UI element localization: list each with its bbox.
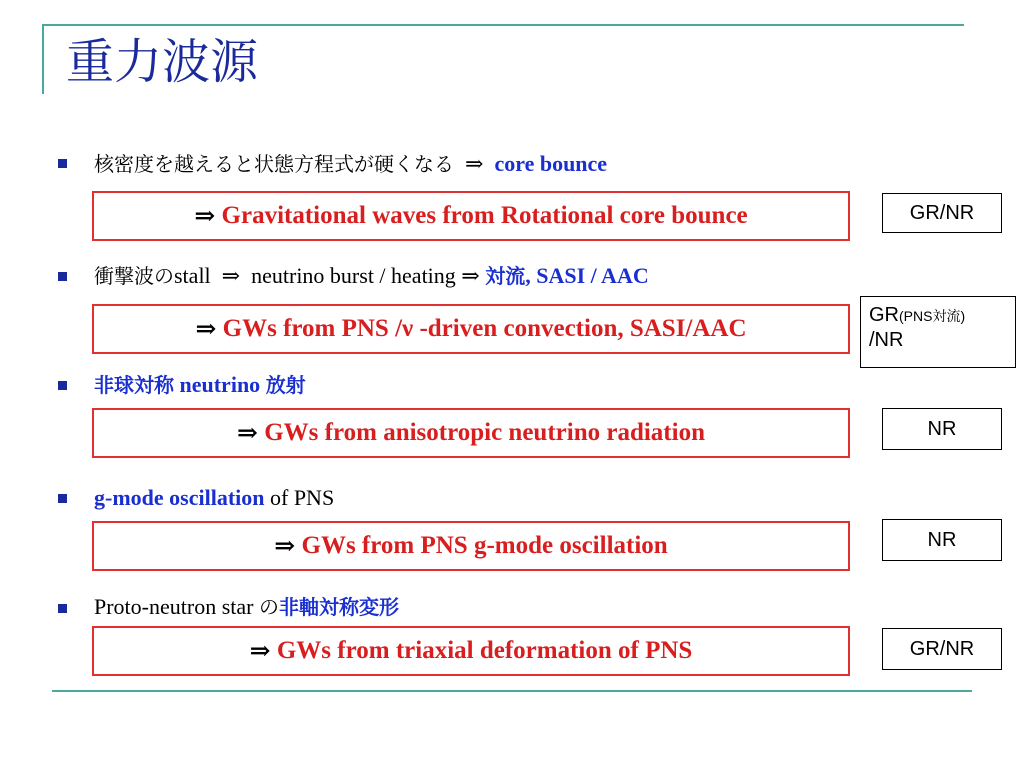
box-arrow: ⇒ (237, 420, 258, 447)
bullet-line-3 (94, 374, 306, 396)
bullet-text: of PNS (264, 485, 335, 510)
tag-small: (PNS対流) (899, 308, 966, 324)
bullet-line-5 (94, 596, 399, 618)
highlight-text-jp: 非球対称 (94, 373, 174, 397)
result-box-1 (92, 191, 850, 241)
highlight-text-jp: 非軸対称変形 (278, 595, 399, 619)
method-tag-1: GR/NR (882, 193, 1002, 233)
highlight-text: , SASI / AAC (525, 263, 649, 288)
box-arrow: ⇒ (274, 533, 296, 560)
bullet-line-4 (94, 487, 334, 509)
implies-arrow: ⇒ (221, 263, 241, 288)
tag-main: GR (869, 304, 899, 326)
decor-line-bottom (52, 690, 972, 692)
bullet-marker (58, 381, 67, 390)
slide-title: 重力波源 (66, 34, 259, 90)
highlight-text: core bounce (494, 151, 608, 176)
box-text: Gravitational waves from Rotational core bounce (221, 202, 748, 229)
implies-arrow: ⇒ (465, 151, 484, 176)
result-box-5 (92, 626, 850, 676)
bullet-marker (58, 159, 67, 168)
bullet-text-jp: の (258, 595, 279, 619)
box-text: GWs from PNS /ν -driven convection, SASI/AAC (222, 315, 747, 342)
bullet-text: neutrino burst / heating (251, 263, 456, 288)
bullet-text-jp: 衝撃波の (94, 264, 174, 288)
box-arrow: ⇒ (249, 638, 271, 665)
implies-arrow: ⇒ (461, 263, 480, 288)
box-arrow: ⇒ (195, 316, 217, 343)
method-tag-3: NR (882, 408, 1002, 450)
method-tag-4: NR (882, 519, 1002, 561)
bullet-marker (58, 604, 67, 613)
result-box-2 (92, 304, 850, 354)
bullet-text: stall (174, 263, 211, 288)
bullet-text: 核密度を越えると状態方程式が硬くなる (94, 152, 454, 176)
bullet-line-1 (94, 153, 607, 175)
highlight-text: neutrino (174, 372, 266, 397)
box-arrow: ⇒ (194, 203, 216, 230)
decor-line-left (42, 24, 44, 94)
method-tag-2 (860, 296, 1016, 368)
box-text: GWs from anisotropic neutrino radiation (264, 419, 705, 446)
bullet-line-2 (94, 265, 649, 287)
decor-line-top (42, 24, 964, 26)
box-text: GWs from triaxial deformation of PNS (276, 637, 693, 664)
tag-line2: /NR (869, 329, 904, 351)
highlight-text-jp: 対流 (485, 264, 526, 288)
bullet-marker (58, 272, 67, 281)
result-box-4 (92, 521, 850, 571)
method-tag-5: GR/NR (882, 628, 1002, 670)
highlight-text: g-mode oscillation (94, 485, 265, 510)
bullet-text: Proto-neutron star (94, 594, 259, 619)
result-box-3 (92, 408, 850, 458)
box-text: GWs from PNS g-mode oscillation (301, 532, 668, 559)
bullet-marker (58, 494, 67, 503)
highlight-text-jp: 放射 (265, 373, 306, 397)
